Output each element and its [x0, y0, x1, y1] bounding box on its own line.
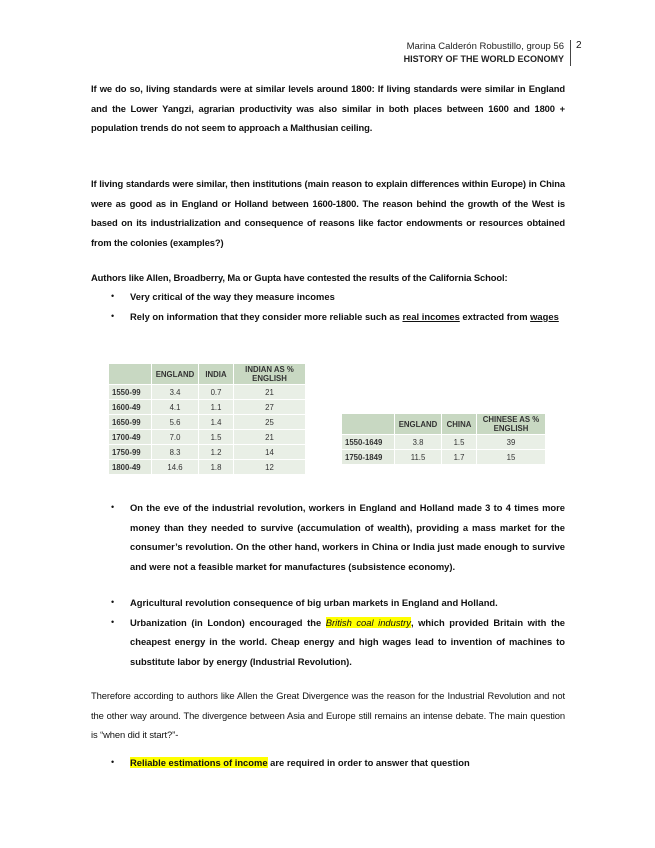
- table-header-cell: ENGLAND: [152, 364, 199, 385]
- list-item: [91, 753, 565, 773]
- bullet-list-critiques: [91, 287, 565, 326]
- table-header-cell: INDIAN AS % ENGLISH: [234, 364, 306, 385]
- highlighted-term: British coal industry: [325, 616, 411, 628]
- table-header-row: [342, 414, 546, 435]
- table-header-cell: INDIA: [199, 364, 234, 385]
- bullet-list-wages: [91, 498, 565, 576]
- course-title: HISTORY OF THE WORLD ECONOMY: [403, 54, 564, 64]
- table-cell: 8.3: [152, 445, 199, 460]
- table-header-cell: [109, 364, 152, 385]
- table-cell: 3.4: [152, 385, 199, 400]
- bullet-list-industrial: [91, 593, 565, 671]
- page-number: 2: [576, 40, 582, 51]
- row-label-cell: 1550-1649: [342, 435, 395, 450]
- paragraph-conclusion: Therefore according to authors like Allen the Great Divergence was the reason for the Industrial Revolution and not the other way around. The divergence between Asia and Europe still remains an intense debate. The main question is “when did it start?”-: [91, 690, 565, 740]
- table-cell: 21: [234, 385, 306, 400]
- list-item-text: Agricultural revolution consequence of big urban markets in England and Holland.: [130, 597, 498, 608]
- table-cell: 5.6: [152, 415, 199, 430]
- table-cell: 14: [234, 445, 306, 460]
- list-item-text: are required in order to answer that question: [267, 757, 470, 768]
- table-cell: 21: [234, 430, 306, 445]
- author-line: Marina Calderón Robustillo, group 56: [406, 41, 564, 52]
- list-item: [91, 613, 565, 672]
- list-item-text: Very critical of the way they measure incomes: [130, 291, 335, 302]
- paragraph-institutions: If living standards were similar, then institutions (main reason to explain differences within Europe) in China were as good as in England or Holland between 1600-1800. The reason behind the growth of the West is based on its industrialization and consequence of reasons like factor endowments or resources obtained from the colonies (examples?): [91, 178, 565, 248]
- page-header: [404, 40, 571, 66]
- table-row: [342, 450, 546, 465]
- table-row: [109, 460, 306, 475]
- paragraph-authors: Authors like Allen, Broadberry, Ma or Gupta have contested the results of the California School:: [91, 272, 508, 283]
- table-cell: 0.7: [199, 385, 234, 400]
- row-label-cell: 1600-49: [109, 400, 152, 415]
- row-label-cell: 1750-99: [109, 445, 152, 460]
- row-label-cell: 1750-1849: [342, 450, 395, 465]
- table-row: [109, 445, 306, 460]
- table-cell: 1.7: [442, 450, 477, 465]
- table-cell: 1.4: [199, 415, 234, 430]
- list-item: [91, 498, 565, 576]
- table-cell: 7.0: [152, 430, 199, 445]
- list-item-text: Rely on information that they consider more reliable such as: [130, 310, 403, 322]
- row-label-cell: 1550-99: [109, 385, 152, 400]
- list-item: [91, 287, 565, 307]
- table-cell: 14.6: [152, 460, 199, 475]
- list-item-text: Urbanization (in London) encouraged the: [130, 616, 326, 628]
- table-cell: 15: [477, 450, 546, 465]
- table-header-cell: ENGLAND: [395, 414, 442, 435]
- row-label-cell: 1650-99: [109, 415, 152, 430]
- table-row: [109, 385, 306, 400]
- list-item: [91, 593, 565, 613]
- table-header-cell: CHINA: [442, 414, 477, 435]
- list-item: [91, 307, 565, 327]
- highlighted-term: Reliable estimations of income: [130, 757, 268, 768]
- table-row: [342, 435, 546, 450]
- table-cell: 27: [234, 400, 306, 415]
- table-cell: 25: [234, 415, 306, 430]
- table-row: [109, 400, 306, 415]
- list-item-text: On the eve of the industrial revolution, workers in England and Holland made 3 to 4 times more money than they needed to survive (accumulation of wealth), providing a mass market for the consumer’s revolution. On the other hand, workers in China or India just made enough to survive and were not a feasible market for manufactures (subsistence economy).: [130, 502, 565, 572]
- row-label-cell: 1800-49: [109, 460, 152, 475]
- table-cell: 11.5: [395, 450, 442, 465]
- bullet-list-income: [91, 753, 565, 773]
- table-cell: 4.1: [152, 400, 199, 415]
- table-header-cell: CHINESE AS % ENGLISH: [477, 414, 546, 435]
- table-england-india: [108, 363, 306, 475]
- table-cell: 39: [477, 435, 546, 450]
- table-cell: 1.8: [199, 460, 234, 475]
- table-header-cell: [342, 414, 395, 435]
- table-row: [109, 415, 306, 430]
- underlined-term: wages: [530, 310, 559, 322]
- table-cell: 3.8: [395, 435, 442, 450]
- paragraph-living-standards: If we do so, living standards were at similar levels around 1800: If living standards were similar in England and the Lower Yangzi, agrarian productivity was also similar in both places between 1600 and 1800 + population trends do not seem to approach a Malthusian ceiling.: [91, 83, 565, 133]
- table-header-row: [109, 364, 306, 385]
- table-row: [109, 430, 306, 445]
- list-item-text: , which provided Britain with the cheapest energy in the world. Cheap energy and high wages lead to invention of machines to substitute labor by energy (Industrial Revolution).: [130, 616, 566, 667]
- row-label-cell: 1700-49: [109, 430, 152, 445]
- table-cell: 1.1: [199, 400, 234, 415]
- table-cell: 1.2: [199, 445, 234, 460]
- list-item-text: extracted from: [459, 310, 531, 322]
- table-cell: 12: [234, 460, 306, 475]
- table-england-china: [341, 413, 546, 465]
- table-cell: 1.5: [442, 435, 477, 450]
- underlined-term: real incomes: [402, 310, 460, 322]
- table-cell: 1.5: [199, 430, 234, 445]
